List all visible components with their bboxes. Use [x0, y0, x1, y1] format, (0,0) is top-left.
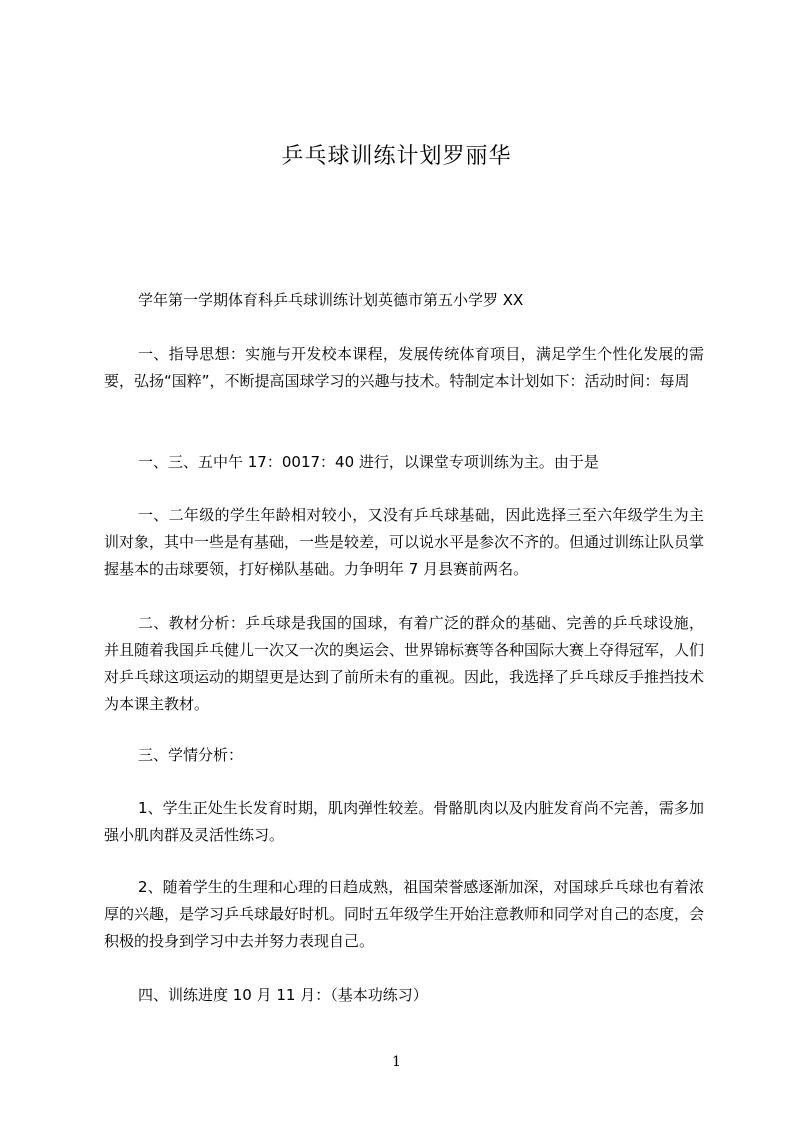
page-number: 1	[392, 1054, 401, 1070]
paragraph-learning-point-2: 2、随着学生的生理和心理的日趋成熟，祖国荣誉感逐渐加深，对国球乒乓球也有着浓厚的兴趣，是学习乒乓球最好时机。同时五年级学生开始注意教师和同学对自己的态度，会积极的投身到学习中去并努力表现自己。	[104, 878, 705, 950]
document-title: 乒乓球训练计划罗丽华	[281, 144, 512, 169]
paragraph-schedule: 一、三、五中午 17：0017：40 进行，以课堂专项训练为主。由于是	[138, 453, 599, 471]
paragraph-material-analysis: 二、教材分析：乒乓球是我国的国球，有着广泛的群众的基础、完善的乒乓球设施，并且随着我国乒乓健儿一次又一次的奥运会、世界锦标赛等各种国际大赛上夺得冠军，人们对乒乓球这项运动的期望更是达到了前所未有的重视。因此，我选择了乒乓球反手推挡技术为本课主教材。	[104, 614, 705, 713]
paragraph-school-heading: 学年第一学期体育科乒乓球训练计划英德市第五小学罗 XX	[138, 291, 524, 309]
paragraph-training-progress: 四、训练进度 10 月 11 月：（基本功练习）	[138, 986, 428, 1004]
paragraph-learning-point-1: 1、学生正处生长发育时期，肌肉弹性较差。骨骼肌肉以及内脏发育尚不完善，需多加强小肌肉群及灵活性练习。	[104, 799, 704, 844]
paragraph-guiding-thought: 一、指导思想：实施与开发校本课程，发展传统体育项目，满足学生个性化发展的需要，弘扬“国粹”，不断提高国球学习的兴趣与技术。特制定本计划如下：活动时间：每周	[104, 345, 704, 390]
paragraph-training-target: 一、二年级的学生年龄相对较小，又没有乒乓球基础，因此选择三至六年级学生为主训对象，其中一些是有基础，一些是较差，可以说水平是参次不齐的。但通过训练让队员掌握基本的击球要领，打好梯队基础。力争明年 7 月县赛前两名。	[104, 506, 705, 578]
paragraph-learning-analysis-heading: 三、学情分析：	[138, 746, 244, 764]
